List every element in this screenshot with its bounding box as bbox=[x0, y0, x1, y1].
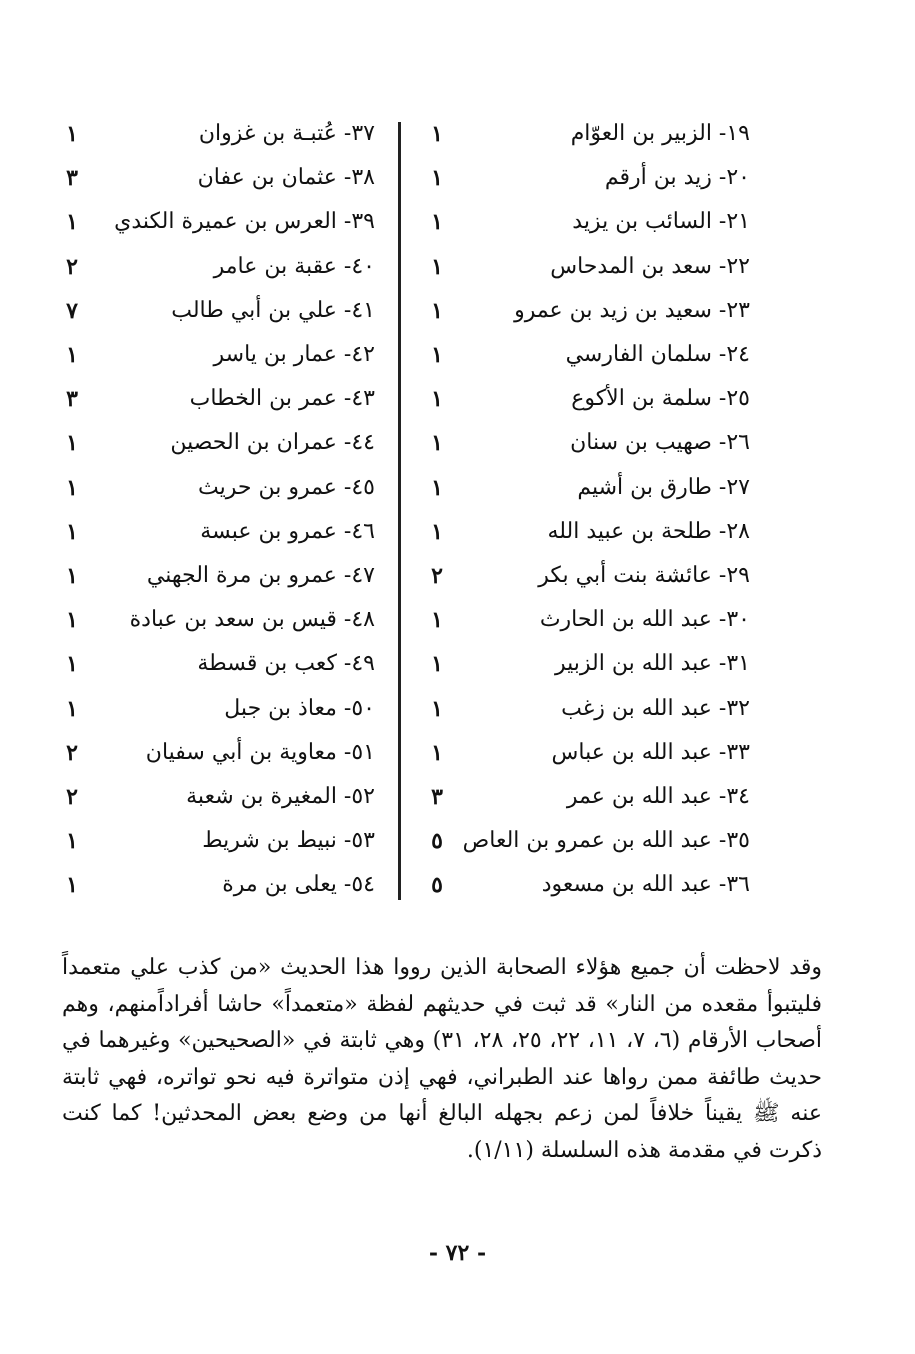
narration-count: ٥ bbox=[431, 828, 443, 855]
list-item bbox=[420, 421, 750, 465]
list-item bbox=[55, 333, 375, 377]
list-item bbox=[420, 289, 750, 333]
page-number: - ٧٢ - bbox=[428, 1240, 487, 1266]
list-item bbox=[55, 156, 375, 200]
list-item bbox=[420, 466, 750, 510]
companion-name: ٣٣- عبد الله بن عباس bbox=[551, 739, 750, 765]
companion-name: ٣١- عبد الله بن الزبير bbox=[555, 651, 750, 677]
list-item bbox=[55, 642, 375, 686]
list-item bbox=[55, 863, 375, 907]
narration-count: ١ bbox=[66, 607, 78, 634]
list-item bbox=[55, 819, 375, 863]
list-item bbox=[55, 245, 375, 289]
companion-name: ٤٧- عمرو بن مرة الجهني bbox=[146, 562, 375, 588]
narration-count: ١ bbox=[431, 297, 443, 324]
list-item bbox=[55, 421, 375, 465]
narration-count: ١ bbox=[431, 474, 443, 501]
narration-count: ١ bbox=[431, 518, 443, 545]
narration-count: ١ bbox=[66, 518, 78, 545]
column-divider bbox=[398, 122, 401, 900]
list-item bbox=[55, 686, 375, 730]
companion-name: ٥٣- نبيط بن شريط bbox=[202, 828, 375, 854]
companion-name: ٣٥- عبد الله بن عمرو بن العاص bbox=[462, 828, 750, 854]
names-list-left bbox=[55, 112, 375, 907]
narration-count: ٥ bbox=[431, 872, 443, 899]
narration-count: ٢ bbox=[431, 562, 443, 589]
companion-name: ٤٥- عمرو بن حريث bbox=[198, 474, 375, 500]
list-item bbox=[420, 863, 750, 907]
companion-name: ٣٤- عبد الله بن عمر bbox=[566, 783, 750, 809]
names-list-right bbox=[420, 112, 750, 907]
narration-count: ١ bbox=[431, 209, 443, 236]
list-item bbox=[420, 554, 750, 598]
companion-name: ٢٥- سلمة بن الأكوع bbox=[571, 386, 750, 412]
companion-name: ٢٣- سعيد بن زيد بن عمرو bbox=[514, 297, 750, 323]
companion-name: ٥٠- معاذ بن جبل bbox=[224, 695, 375, 721]
companion-name: ٢١- السائب بن يزيد bbox=[572, 209, 750, 235]
companion-name: ٢٧- طارق بن أشيم bbox=[577, 474, 750, 500]
list-item bbox=[55, 377, 375, 421]
narration-count: ١ bbox=[66, 828, 78, 855]
list-item bbox=[55, 775, 375, 819]
companion-name: ٢٠- زيد بن أرقم bbox=[604, 165, 750, 191]
companion-name: ٤٢- عمار بن ياسر bbox=[213, 342, 375, 368]
narration-count: ١ bbox=[66, 121, 78, 148]
narration-count: ١ bbox=[66, 651, 78, 678]
body-paragraph bbox=[62, 950, 822, 1169]
narration-count: ٣ bbox=[66, 165, 78, 192]
list-item bbox=[420, 112, 750, 156]
list-item bbox=[55, 289, 375, 333]
list-item bbox=[420, 377, 750, 421]
companion-name: ٤٨- قيس بن سعد بن عبادة bbox=[129, 607, 375, 633]
narration-count: ١ bbox=[66, 872, 78, 899]
list-item bbox=[420, 200, 750, 244]
companion-name: ٤٠- عقبة بن عامر bbox=[213, 253, 375, 279]
list-item bbox=[55, 112, 375, 156]
companion-name: ٢٦- صهيب بن سنان bbox=[570, 430, 750, 456]
narration-count: ١ bbox=[431, 386, 443, 413]
list-item bbox=[55, 554, 375, 598]
narration-count: ٢ bbox=[66, 739, 78, 766]
narration-count: ٧ bbox=[66, 297, 78, 324]
companion-name: ٤٤- عمران بن الحصين bbox=[170, 430, 375, 456]
narration-count: ٢ bbox=[66, 783, 78, 810]
narration-count: ٣ bbox=[66, 386, 78, 413]
list-item bbox=[55, 200, 375, 244]
narration-count: ١ bbox=[431, 651, 443, 678]
narration-count: ٣ bbox=[431, 783, 443, 810]
companion-name: ٣٠- عبد الله بن الحارث bbox=[539, 607, 750, 633]
paragraph-text: وقد لاحظت أن جميع هؤلاء الصحابة الذين رووا هذا الحديث «من كذب علي متعمداً فليتبوأ مقعده من النار» قد ثبت في حديثهم لفظة «متعمداً» حاشا أفراداًمنهم، وهم أصحاب الأرقام (٦، ٧، ١١، ٢٢، ٢٥، ٢٨، ٣١) وهي ثابتة في «الصحيحين» وغيرهما في حديث طائفة ممن رواها عند الطبراني، فهي إذن متواترة فيه نحو تواتره، فهي ثابتة عنه ﷺ يقيناً خلافاً لمن زعم بجهله البالغ أنها من وضع بعض المحدثين! كما كنت ذكرت في مقدمة هذه السلسلة (١/١١). bbox=[62, 955, 823, 1163]
companion-name: ٣٩- العرس بن عميرة الكندي bbox=[114, 209, 375, 235]
companion-name: ٢٨- طلحة بن عبيد الله bbox=[547, 518, 750, 544]
companion-name: ٣٢- عبد الله بن زغب bbox=[561, 695, 750, 721]
companion-name: ٣٨- عثمان بن عفان bbox=[197, 165, 375, 191]
list-item bbox=[420, 731, 750, 775]
narration-count: ١ bbox=[431, 253, 443, 280]
companion-name: ٣٦- عبد الله بن مسعود bbox=[541, 872, 750, 898]
list-item bbox=[420, 775, 750, 819]
list-item bbox=[55, 466, 375, 510]
narration-count: ١ bbox=[66, 562, 78, 589]
companion-name: ٤٦- عمرو بن عبسة bbox=[200, 518, 375, 544]
list-item bbox=[420, 642, 750, 686]
narration-count: ١ bbox=[431, 165, 443, 192]
list-item bbox=[420, 245, 750, 289]
companion-name: ٥١- معاوية بن أبي سفيان bbox=[145, 739, 375, 765]
narration-count: ١ bbox=[66, 342, 78, 369]
narration-count: ١ bbox=[66, 430, 78, 457]
narration-count: ١ bbox=[431, 695, 443, 722]
narration-count: ١ bbox=[431, 342, 443, 369]
list-item bbox=[420, 333, 750, 377]
narration-count: ١ bbox=[66, 209, 78, 236]
companion-name: ٢٤- سلمان الفارسي bbox=[565, 342, 750, 368]
narration-count: ١ bbox=[66, 474, 78, 501]
narration-count: ١ bbox=[431, 430, 443, 457]
companion-name: ٢٢- سعد بن المدحاس bbox=[550, 253, 750, 279]
narration-count: ١ bbox=[431, 739, 443, 766]
narration-count: ١ bbox=[66, 695, 78, 722]
narration-count: ٢ bbox=[66, 253, 78, 280]
companion-name: ٤١- علي بن أبي طالب bbox=[171, 297, 375, 323]
list-item bbox=[420, 156, 750, 200]
list-item bbox=[420, 510, 750, 554]
list-item bbox=[420, 819, 750, 863]
companion-name: ٤٣- عمر بن الخطاب bbox=[189, 386, 375, 412]
list-item bbox=[55, 510, 375, 554]
list-item bbox=[420, 598, 750, 642]
narration-count: ١ bbox=[431, 121, 443, 148]
list-item bbox=[55, 598, 375, 642]
companion-name: ٥٢- المغيرة بن شعبة bbox=[186, 783, 375, 809]
list-item bbox=[420, 686, 750, 730]
list-item bbox=[55, 731, 375, 775]
companion-name: ٤٩- كعب بن قسطة bbox=[197, 651, 375, 677]
companion-name: ٣٧- عُتبـة بن غزوان bbox=[198, 121, 375, 147]
companion-name: ٢٩- عائشة بنت أبي بكر bbox=[538, 562, 750, 588]
narration-count: ١ bbox=[431, 607, 443, 634]
companion-name: ١٩- الزبير بن العوّام bbox=[570, 121, 750, 147]
companion-name: ٥٤- يعلى بن مرة bbox=[222, 872, 375, 898]
